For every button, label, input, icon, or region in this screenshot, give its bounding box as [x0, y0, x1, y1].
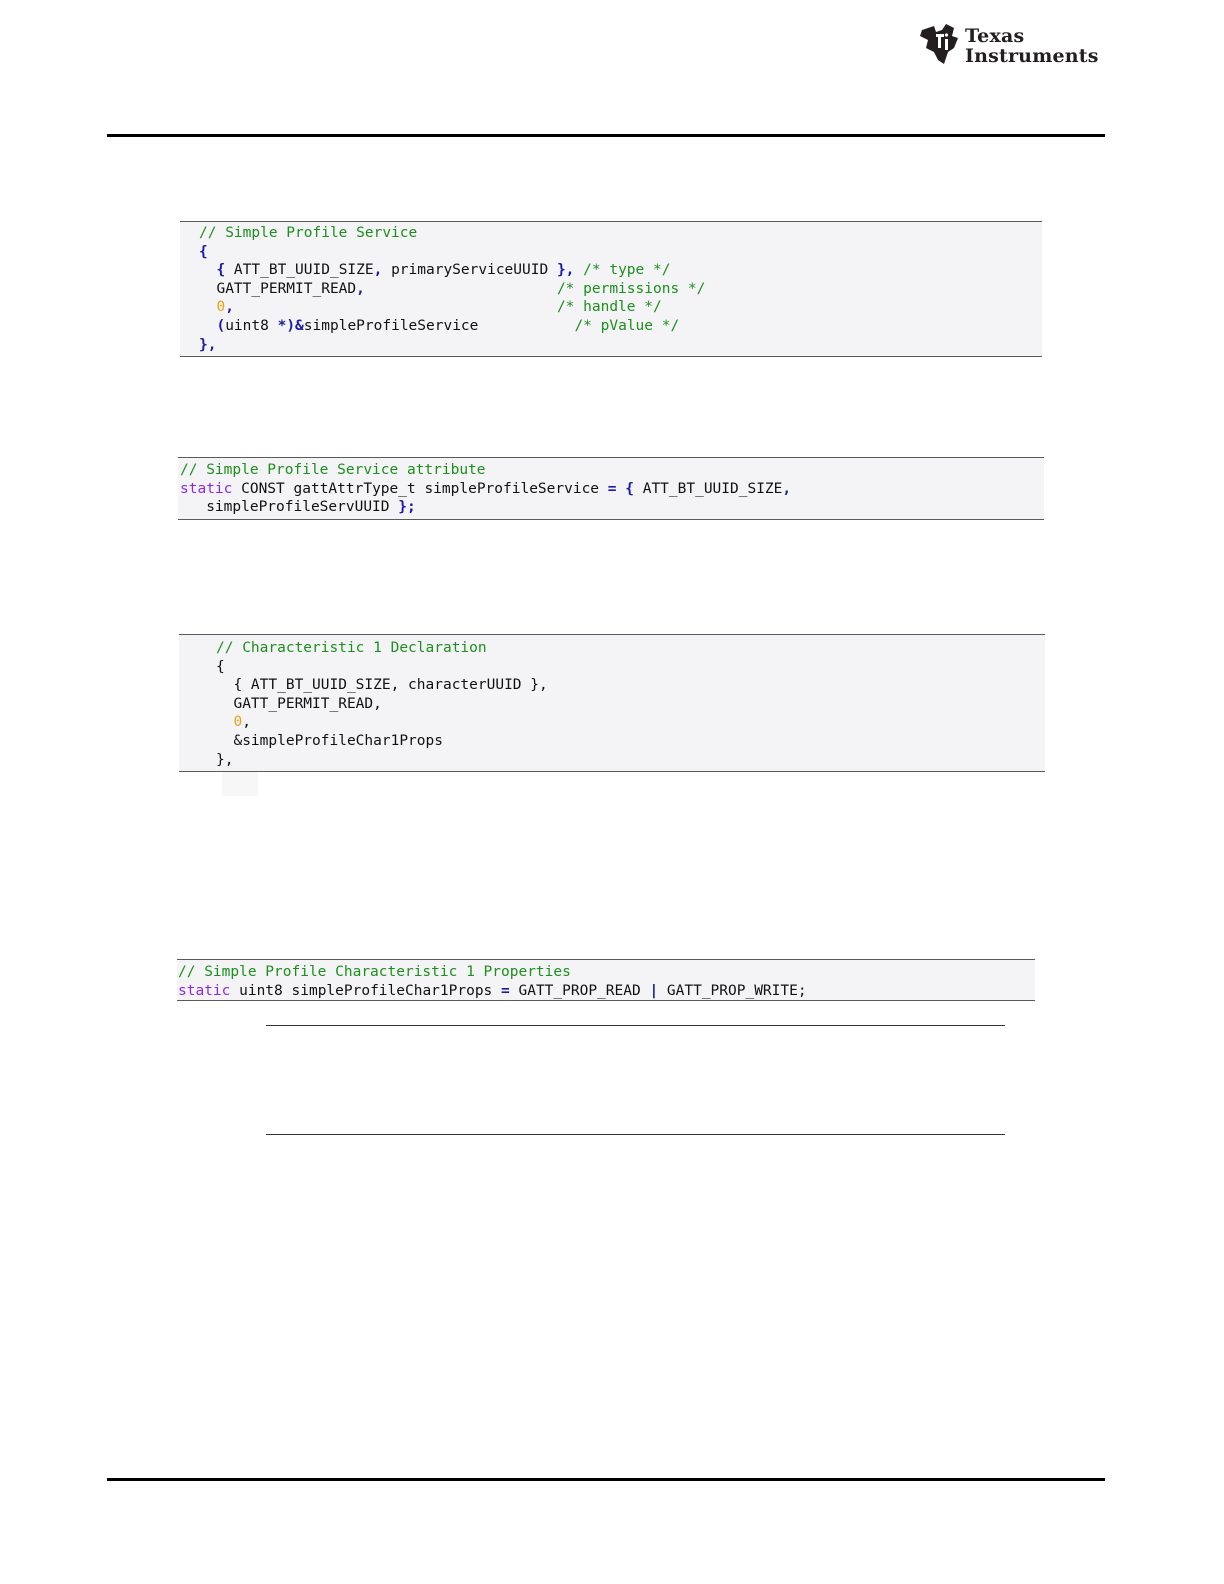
code-punct: , — [782, 480, 792, 497]
code-line — [216, 676, 1045, 695]
brand-line-1: Texas — [965, 25, 1025, 47]
code-comment: // Simple Profile Characteristic 1 Properties — [178, 964, 571, 980]
code-listing-simple-profile-service — [180, 221, 1042, 357]
code-keyword: static — [180, 480, 233, 497]
code-punct: , — [373, 262, 383, 279]
code-comment: /* permissions */ — [556, 280, 706, 297]
code-text: }, — [216, 751, 234, 768]
footer-rule — [107, 1478, 1105, 1481]
code-line — [216, 732, 1045, 751]
code-text: &simpleProfileChar1Props — [216, 732, 443, 749]
code-operator: = { — [607, 480, 634, 497]
code-line — [180, 461, 1044, 480]
code-line — [199, 243, 1042, 262]
code-comment: // Characteristic 1 Declaration — [216, 640, 487, 656]
code-operator: = — [501, 982, 510, 999]
code-comment: // Simple Profile Service attribute — [180, 462, 486, 478]
code-line — [199, 317, 1042, 336]
code-brace: { — [216, 262, 226, 279]
code-operator: *)& — [277, 317, 304, 334]
code-punct: ( — [216, 317, 226, 334]
code-text: ATT_BT_UUID_SIZE — [633, 480, 783, 497]
code-line — [216, 658, 1045, 677]
code-line — [199, 336, 1042, 355]
code-line — [199, 298, 1042, 317]
code-line — [180, 498, 1044, 517]
code-text: simpleProfileService — [303, 317, 479, 334]
code-line — [216, 639, 1045, 658]
code-comment: /* pValue */ — [574, 317, 680, 334]
code-punct: , — [225, 299, 234, 316]
code-listing-characteristic-1-declaration — [179, 634, 1045, 772]
code-text: GATT_PROP_READ — [509, 982, 650, 999]
code-punct: , — [242, 714, 251, 731]
code-listing-service-attribute — [178, 457, 1044, 520]
code-line — [216, 751, 1045, 770]
code-brace: }, — [556, 262, 575, 279]
code-block-shadow — [222, 772, 258, 796]
code-operator: | — [649, 982, 659, 999]
header-rule — [107, 134, 1105, 137]
code-number: 0 — [233, 714, 243, 731]
code-line — [216, 713, 1045, 732]
code-text: uint8 simpleProfileChar1Props — [230, 982, 502, 999]
texas-instruments-logo — [918, 24, 1108, 72]
code-brace: }; — [398, 499, 416, 516]
code-comment: /* type */ — [574, 262, 671, 279]
code-line — [180, 480, 1044, 499]
code-text: ATT_BT_UUID_SIZE — [225, 262, 374, 279]
ti-state-logo-icon — [918, 24, 962, 66]
code-brace: { — [199, 243, 208, 260]
code-text: CONST gattAttrType_t simpleProfileService — [232, 480, 608, 497]
code-text: GATT_PERMIT_READ, — [216, 695, 382, 712]
code-line — [178, 963, 1035, 982]
code-text: { ATT_BT_UUID_SIZE, characterUUID }, — [216, 677, 548, 694]
code-brace: }, — [199, 336, 217, 353]
code-punct: , — [356, 280, 365, 297]
code-text: uint8 — [225, 317, 278, 334]
code-text: simpleProfileServUUID — [180, 499, 399, 516]
code-line — [199, 261, 1042, 280]
note-rule-bottom — [266, 1134, 1005, 1135]
code-text: GATT_PERMIT_READ — [216, 280, 357, 297]
code-text: primaryServiceUUID — [382, 262, 557, 279]
code-comment: /* handle */ — [556, 299, 662, 316]
code-keyword: static — [178, 982, 231, 999]
brand-line-2: Instruments — [965, 45, 1099, 67]
code-text: { — [216, 658, 225, 675]
code-line — [216, 695, 1045, 714]
note-rule-top — [266, 1025, 1005, 1026]
code-line — [199, 224, 1042, 243]
code-line — [178, 982, 1035, 1001]
code-comment: // Simple Profile Service — [199, 225, 418, 241]
code-line — [199, 280, 1042, 299]
brand-name — [965, 26, 1099, 66]
code-listing-char1-properties — [177, 959, 1035, 1001]
code-number: 0 — [216, 299, 226, 316]
code-text: GATT_PROP_WRITE; — [658, 982, 807, 999]
